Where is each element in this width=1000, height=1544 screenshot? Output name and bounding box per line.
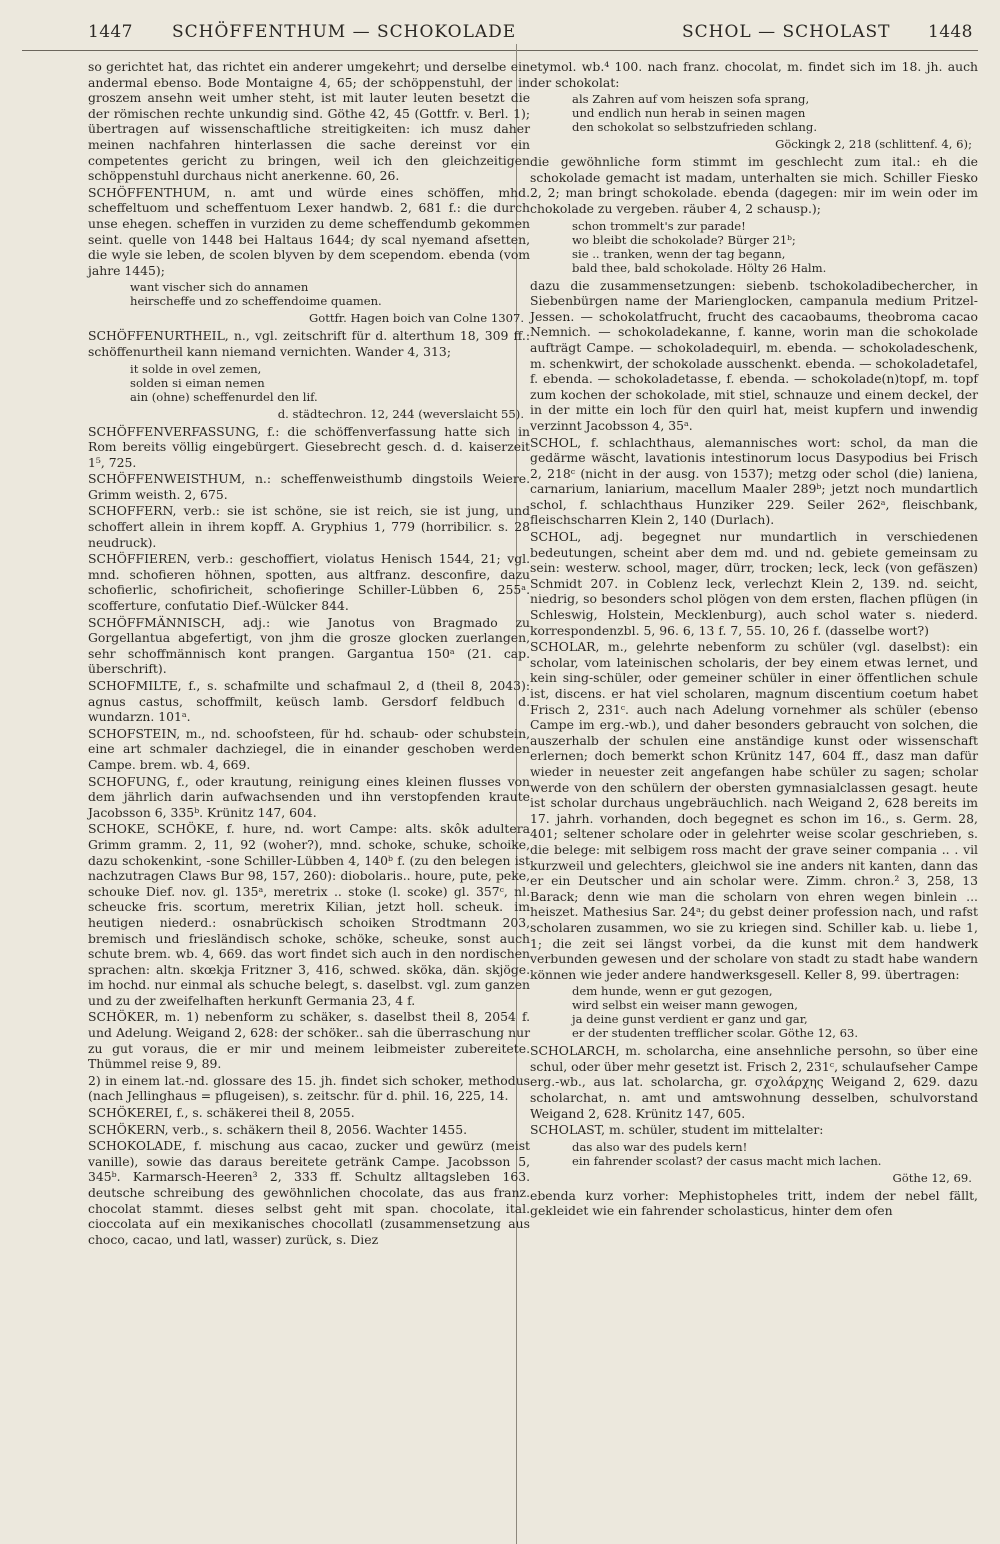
dictionary-entry: SCHOL, f. schlachthaus, alemannisches wort: schol, da man die gedärme wäscht, lavationis intestinorum locus Dasypodius bei Frisch 2, 218ᶜ (nicht in der ausg. von 1537); metzg oder schol (die) laniena, carnarium, laniarium, macellum Maaler 289ᵇ; jetzt noch mundartlich schol, f. schlachthaus Hunziker 229. Seiler 262ᵃ, fleischbank, fleischscharren Klein 2, 140 (Durlach). <box>530 434 978 528</box>
dictionary-entry: SCHÖFFENWEISTHUM, n.: scheffenweisthumb dingstoils Weiere. Grimm weisth. 2, 675. <box>88 471 531 502</box>
citation: d. städtechron. 12, 244 (weverslaicht 55). <box>277 406 525 421</box>
dictionary-entry: SCHÖFFENTHUM, n. amt und würde eines schöffen, mhd. scheffeltuom und scheffentuom Lexer handwb. 2, 681 f.: die durch unse ehegen. scheffen in vurziden zu deme scheffendumb gekommen seint. quelle von 1448 bei Haltaus 1644; dy scal nyemand afsetten, die wyle sie leben, de scolen blyven by dem scependom. ebenda (vom jahre 1445); <box>88 184 531 278</box>
right-running-title: SCHOL — SCHOLAST <box>682 22 891 42</box>
dictionary-entry: SCHOFFERN, verb.: sie ist schöne, sie ist reich, sie ist jung, und schoffert allein in ihrem kopff. A. Gryphius 1, 779 (horribilicr. s. 28 neudruck). <box>88 503 531 550</box>
verse-quote: das also war des pudels kern! ein fahrender scolast? der casus macht mich lachen. <box>572 1139 882 1168</box>
running-head <box>22 16 978 51</box>
verse-quote: dem hunde, wenn er gut gezogen, wird selbst ein weiser mann gewogen, ja deine gunst verdient er ganz und gar, er der studenten trefflicher scolar. Göthe 12, 63. <box>572 984 859 1041</box>
left-column <box>88 59 530 1248</box>
dictionary-entry: SCHÖKEREI, f., s. schäkerei theil 8, 2055. <box>88 1105 355 1121</box>
dictionary-entry: SCHOFMILTE, f., s. schafmilte und schafmaul 2, d (theil 8, 2043): agnus castus, schoffmilt, keüsch lamb. Gersdorf feldbuch d. wundarzn. 101ᵃ. <box>88 678 531 725</box>
dictionary-entry: SCHOKOLADE, f. mischung aus cacao, zucker und gewürz (meist vanille), sowie das daraus bereitete getränk Campe. Jacobsson 5, 345ᵇ. Karmarsch-Heeren³ 2, 333 ff. Schultz alltagsleben 163. deutsche schreibung des gewöhnlichen chocolate, das aus franz. chocolat stammt. dieses selbst geht mit span. chocolate, ital. cioccolata auf ein mexikanisches chocollatl (zusammensetzung aus choco, cacao, und latl, wasser) zurück, s. Diez <box>88 1138 531 1247</box>
citation: Göckingk 2, 218 (schlittenf. 4, 6); <box>775 137 972 152</box>
dictionary-entry: SCHÖFFIEREN, verb.: geschoffiert, violatus Henisch 1544, 21; vgl. mnd. schofieren höhnen, spotten, aus altfranz. desconfire, dazu schofierlic, schofiricheit, schofieringe Schiller-Lübben 6, 255ᵃ. scofferture, confutatio Dief.-Wülcker 844. <box>88 551 531 614</box>
dictionary-entry: etymol. wb.⁴ 100. nach franz. chocolat, m. findet sich im 18. jh. auch der schokolat: <box>530 59 978 90</box>
dictionary-entry: SCHÖKER, m. 1) nebenform zu schäker, s. daselbst theil 8, 2054 f. und Adelung. Weigand 2, 628: der schöker.. sah die überraschung nur zu gut voraus, die er mir und meinem leibmeister zubereitete. Thümmel reise 9, 89. <box>88 1009 531 1072</box>
left-page-number: 1447 <box>88 22 133 42</box>
verse-quote: schon trommelt's zur parade! wo bleibt die schokolade? Bürger 21ᵇ; sie .. tranken, wenn der tag begann, bald thee, bald schokolade. Hölty 26 Halm. <box>572 218 827 275</box>
dictionary-entry: SCHOLAST, m. schüler, student im mittelalter: <box>530 1122 824 1138</box>
dictionary-entry: 2) in einem lat.-nd. glossare des 15. jh. findet sich schoker, methodus (nach Jellinghaus = pflugeisen), s. zeitschr. für d. phil. 16, 225, 14. <box>88 1072 531 1104</box>
verse-quote: it solde in ovel zemen, solden si eiman nemen ain (ohne) scheffenurdel den lif. <box>130 361 318 404</box>
verse-quote: als Zahren auf vom heiszen sofa sprang, und endlich nun herab in seinen magen den schokolat so selbstzufrieden schlang. <box>572 92 818 135</box>
dictionary-entry: SCHOLARCH, m. scholarcha, eine ansehnliche persohn, so über eine schul, oder über mehr gesetzt ist. Frisch 2, 231ᶜ, schulaufseher Campe erg.-wb., aus lat. scholarcha, gr. σχολάρχης Weigand 2, 629. dazu scholarchat, n. amt und amtswohnung desselben, schulvorstand Weigand 2, 628. Krünitz 147, 605. <box>530 1043 978 1121</box>
dictionary-entry: SCHÖFFENURTHEIL, n., vgl. zeitschrift für d. alterthum 18, 309 ff.: schöffenurtheil kann niemand vernichten. Wander 4, 313; <box>88 328 531 359</box>
dictionary-entry: SCHOL, adj. begegnet nur mundartlich in verschiedenen bedeutungen, scheint aber dem md. und nd. gebiete gemeinsam zu sein: westerw. school, mager, dürr, trocken; leck, leck (von gefäszen) Schmidt 207. in Coblenz leck, verlechzt Klein 2, 139. nd. seicht, niedrig, so besonders schol plögen von dem ersten, flachen pflügen (in Schleswig, Holstein, Mecklenburg), auch schol water s. niederd. korrespondenzbl. 5, 96. 6, 13 f. 7, 55. 10, 26 f. (dasselbe wort?) <box>530 529 978 638</box>
right-page-number: 1448 <box>928 22 973 42</box>
dictionary-entry: SCHOFSTEIN, m., nd. schoofsteen, für hd. schaub- oder schubstein, eine art schmaler dachziegel, die in einander geschoben werden Campe. brem. wb. 4, 669. <box>88 725 531 772</box>
dictionary-entry: SCHÖFFENVERFASSUNG, f.: die schöffenverfassung hatte sich in Rom bereits völlig eingebürgert. Giesebrecht gesch. d. d. kaiserzeit 1⁵, 725. <box>88 423 531 470</box>
dictionary-entry: SCHÖFFMÄNNISCH, adj.: wie Janotus von Bragmado zu Gorgellantua abgefertigt, von jhm die grosze glocken zuerlangen, sehr schoffmännisch kont prangen. Gargantua 150ᵃ (21. cap. überschrift). <box>88 614 531 677</box>
citation: Göthe 12, 69. <box>892 1170 972 1185</box>
dictionary-entry: ebenda kurz vorher: Mephistopheles tritt, indem der nebel fällt, gekleidet wie ein fahrender scholasticus, hinter dem ofen <box>530 1187 978 1219</box>
citation: Gottfr. Hagen boich van Colne 1307. <box>308 311 525 326</box>
dictionary-entry: dazu die zusammensetzungen: siebenb. tschokoladibechercher, in Siebenbürgen name der Marienglocken, campanula medium Pritzel-Jessen. — schokolatfrucht, frucht des cacaobaums, theobroma cacao Nemnich. — schokoladekanne, f. kanne, worin man die schokolade aufträgt Campe. — schokoladequirl, m. ebenda. — schokoladeschenk, m. schenkwirt, der schokolade ausschenkt. ebenda. — schokoladetafel, f. ebenda. — schokoladetasse, f. ebenda. — schokolade(n)topf, m. topf zum kochen der schokolade, mit stiel, schnauze und einem deckel, der in der mitte ein loch für den quirl hat, meist kupfern und inwendig verzinnt Jacobsson 4, 35ᵃ. <box>530 277 978 433</box>
right-column <box>530 59 978 1248</box>
dictionary-entry: SCHÖKERN, verb., s. schäkern theil 8, 2056. Wachter 1455. <box>88 1121 468 1137</box>
dictionary-entry: SCHOFUNG, f., oder krautung, reinigung eines kleinen flusses von dem jährlich darin aufwachsenden und ihn verstopfenden kraute Jacobsson 6, 335ᵇ. Krünitz 147, 604. <box>88 773 531 820</box>
dictionary-entry: SCHOLAR, m., gelehrte nebenform zu schüler (vgl. daselbst): ein scholar, vom lateinischen scholaris, der bey einem etwas lernet, und kein sing-schüler, oder gemeiner schüler in einer öffentlichen schule ist, discens. er hat viel scholaren, magnum discentium coetum habet Frisch 2, 231ᶜ. auch nach Adelung vornehmer als schüler (ebenso Campe im erg.-wb.), und daher besonders gebraucht von solchen, die auszerhalb der schulen eine anständige kunst oder wissenschaft erlernen; doch bemerkt schon Krünitz 147, 604 ff., dasz man dafür wieder in neuester zeit angefangen habe schüler zu sagen; scholar werde von den schülern der obersten gymnasialclassen gesagt. heute ist scholar durchaus ungebräuchlich. nach Weigand 2, 628 bereits im 17. jahrh. vorhanden, doch begegnet es schon im 16., s. Germ. 28, 401; seltener scholare oder in gelehrter weise scolar geschrieben, s. die belege: mit selbigem ross macht der grave seiner compania .. . vil kurzweil und gelechters, gleichwol sie ine anders nit kanten, dann das er ein Deutscher und ain scholar were. Zimm. chron.² 3, 258, 13 Barack; denn wie man die scholarn von ehren wegen binlein ... heiszet. Mathesius Sar. 24ᵃ; du gebst deiner profession nach, und rafst scholaren zusammen, wo sie zu kriegen sind. Schiller kab. u. liebe 1, 1; die zeit sei längst vorbei, da die kunst mit dem handwerk verbunden gewesen und der scholare von stadt zu stadt habe wandern können wie jeder andere handwerksgesell. Keller 8, 99. übertragen: <box>530 639 978 982</box>
dictionary-entry: SCHOKE, SCHÖKE, f. hure, nd. wort Campe: alts. skôk adultera Grimm gramm. 2, 11, 92 (woher?), mnd. schoke, schuke, schoike, dazu schokenkint, -sone Schiller-Lübben 4, 140ᵇ f. (zu den belegen ist nachzutragen Claws Bur 98, 157, 260): diobolaris.. houre, pute, peke, schouke Dief. nov. gl. 135ᵃ, meretrix .. stoke (l. scoke) gl. 357ᶜ, nl. scheucke fris. scortum, meretrix Kilian, jetzt holl. scheuk. im heutigen niederd.: osnabrückisch schoiken Strodtmann 203, bremisch und friesländisch schoke, schöke, scheuke, sonst auch schute brem. wb. 4, 669. das wort findet sich auch in den nordischen sprachen: altn. skœkja Fritzner 3, 416, schwed. sköka, dän. skjöge. im hochd. nur einmal als schuche belegt, s. daselbst. vgl. zum ganzen und zu der zweifelhaften herkunft Germania 23, 4 f. <box>88 821 531 1008</box>
dictionary-entry: die gewöhnliche form stimmt im geschlecht zum ital.: eh die schokolade gemacht ist madam, unterhalten sie mich. Schiller Fiesko 2, 2; man bringt schokolade. ebenda (dagegen: mir im wein oder im chokolade zu vergeben. räuber 4, 2 schausp.); <box>530 154 978 216</box>
columns <box>22 59 978 1248</box>
dictionary-entry: so gerichtet hat, das richtet ein anderer umgekehrt; und derselbe ein andermal ebenso. Bode Montaigne 4, 65; der schöppenstuhl, der in groszem ansehn weit umher steht, ist mit lauter leuten besetzt die der römischen rechte unkundig sind. Göthe 42, 45 (Gottfr. v. Berl. 1); übertragen auf wissenschaftliche streitigkeiten: ich musz daher meinen nachfahren hinterlassen die sache dereinst vor ein competentes gericht zu bringen, weil ich den gleichzeitigen schöppenstuhl durchaus nicht anerkenne. 60, 26. <box>88 59 531 184</box>
left-running-title: SCHÖFFENTHUM — SCHOKOLADE <box>172 22 517 42</box>
verse-quote: want vischer sich do annamen heirscheffe und zo scheffendoime quamen. <box>130 280 382 309</box>
